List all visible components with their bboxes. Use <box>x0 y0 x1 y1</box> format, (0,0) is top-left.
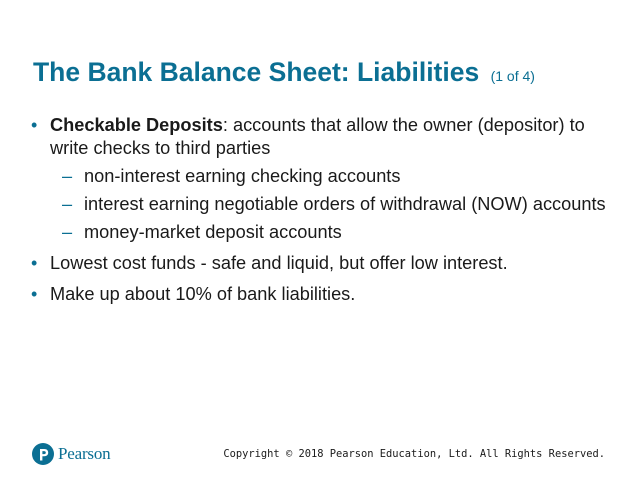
bullet-marker: • <box>31 284 38 304</box>
bullet-term: Checkable Deposits <box>50 115 223 135</box>
dash-marker: – <box>62 222 73 242</box>
bullet-text: Make up about 10% of bank liabilities. <box>50 284 356 304</box>
slide-title <box>33 58 535 87</box>
bullet-checkable-deposits <box>28 114 613 160</box>
slide-subtitle: (1 of 4) <box>490 68 535 84</box>
sub-bullet-money-market <box>28 221 613 244</box>
bullet-lowest-cost <box>28 252 613 275</box>
slide-content <box>28 114 613 306</box>
bullet-marker: • <box>31 253 38 273</box>
sub-bullet-text: non-interest earning checking accounts <box>84 166 401 186</box>
copyright-notice: Copyright © 2018 Pearson Education, Ltd. All Rights Reserved. <box>223 448 605 460</box>
slide-title-text: The Bank Balance Sheet: Liabilities <box>33 57 480 87</box>
dash-marker: – <box>62 194 73 214</box>
bullet-make-up <box>28 283 613 306</box>
dash-marker: – <box>62 166 73 186</box>
bullet-text: : accounts that allow the owner (depositor) to write checks to third parties <box>50 115 585 158</box>
pearson-logo-icon <box>32 443 54 465</box>
bullet-marker: • <box>31 115 38 135</box>
sub-bullet-now-accounts <box>28 193 613 216</box>
sub-bullet-text: money-market deposit accounts <box>84 222 342 242</box>
sub-bullet-text: interest earning negotiable orders of withdrawal (NOW) accounts <box>84 194 606 214</box>
pearson-logo-text: Pearson <box>58 444 111 463</box>
pearson-logo <box>32 440 110 468</box>
bullet-text: Lowest cost funds - safe and liquid, but offer low interest. <box>50 253 508 273</box>
sub-bullet-non-interest <box>28 165 613 188</box>
